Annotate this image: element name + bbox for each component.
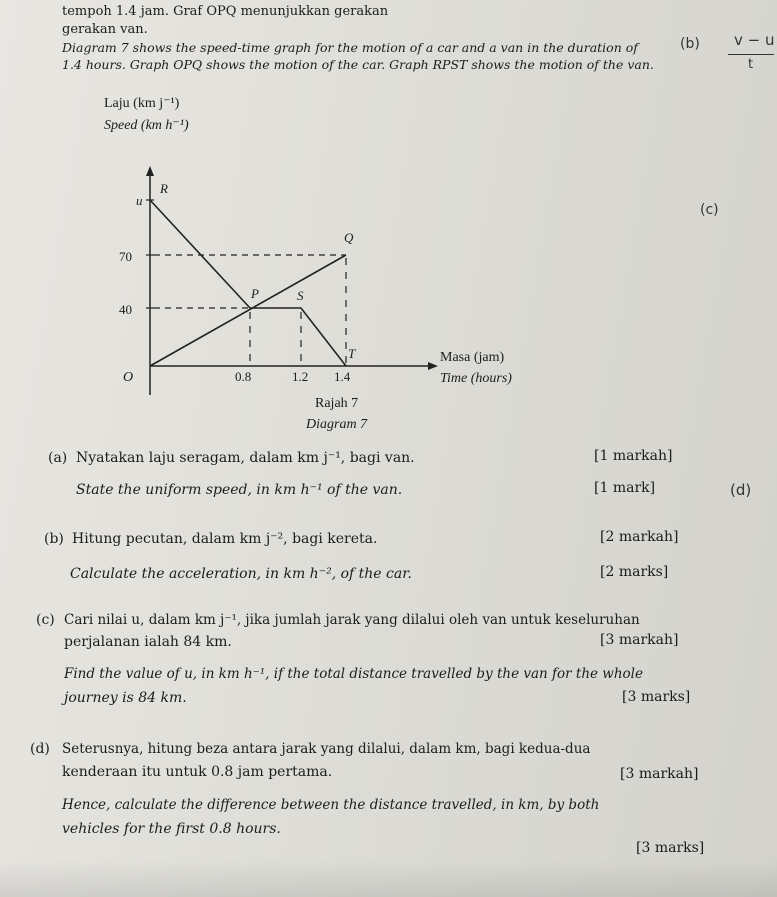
caption-english: Diagram 7 [306, 417, 368, 432]
question-c-malay-line-1: Cari nilai u, dalam km j⁻¹, jika jumlah jarak yang dilalui oleh van untuk keseluruhan [64, 612, 640, 628]
question-d-label: (d) [30, 741, 50, 757]
bottom-shadow [0, 860, 777, 897]
side-formula-denominator: t [748, 57, 754, 72]
side-label-b: (b) [680, 36, 700, 52]
question-a-english-marks: [1 mark] [594, 480, 656, 496]
question-d-malay-marks: [3 markah] [620, 766, 699, 782]
header-line-4: 1.4 hours. Graph OPQ shows the motion of the car. Graph RPST shows the motion of the van. [62, 57, 654, 72]
caption-malay: Rajah 7 [315, 396, 359, 411]
question-c-malay-line-2: perjalanan ialah 84 km. [64, 634, 232, 650]
y-tick-label-70: 70 [119, 249, 132, 264]
side-formula-numerator: v − u [734, 31, 775, 49]
question-c-malay-marks: [3 markah] [600, 632, 679, 648]
origin-label: O [123, 370, 134, 385]
question-c-label: (c) [36, 612, 55, 628]
y-axis-label-malay: Laju (km j⁻¹) [104, 96, 180, 111]
header-line-3: Diagram 7 shows the speed-time graph for the motion of a car and a van in the duration of [62, 40, 638, 55]
question-b-malay-marks: [2 markah] [600, 529, 679, 545]
question-d-english-line-1: Hence, calculate the difference between the distance travelled, in km, by both [62, 797, 600, 813]
side-label-d: (d) [730, 481, 752, 499]
question-d-english-line-2: vehicles for the first 0.8 hours. [62, 821, 281, 837]
x-tick-label-1-2: 1.2 [292, 369, 309, 384]
point-label-s: S [297, 288, 304, 303]
van-graph-rpst [150, 200, 346, 366]
question-a-malay-marks: [1 markah] [594, 448, 673, 464]
x-tick-label-1-4: 1.4 [334, 369, 351, 384]
side-label-c: (c) [700, 202, 719, 218]
y-tick-label-u: u [136, 193, 143, 208]
speed-time-graph [0, 0, 777, 440]
point-label-q: Q [344, 230, 354, 245]
y-axis-label-english: Speed (km h⁻¹) [104, 118, 189, 133]
question-c-english-marks: [3 marks] [622, 689, 691, 705]
x-axis-arrow [428, 362, 438, 370]
point-label-r: R [160, 181, 168, 196]
question-a-label: (a) [48, 450, 68, 466]
y-tick-label-40: 40 [119, 302, 132, 317]
question-a-malay: Nyatakan laju seragam, dalam km j⁻¹, bagi van. [76, 450, 415, 466]
header-line-1: tempoh 1.4 jam. Graf OPQ menunjukkan gerakan [62, 4, 389, 19]
question-d-malay-line-1: Seterusnya, hitung beza antara jarak yang dilalui, dalam km, bagi kedua-dua [62, 741, 591, 757]
point-label-p: P [251, 286, 259, 301]
header-line-2: gerakan van. [62, 22, 148, 37]
question-b-label: (b) [44, 531, 64, 547]
x-tick-label-0-8: 0.8 [235, 369, 252, 384]
question-b-english-marks: [2 marks] [600, 564, 669, 580]
question-b-english: Calculate the acceleration, in km h⁻², of the car. [70, 566, 412, 582]
question-b-malay: Hitung pecutan, dalam km j⁻², bagi kereta. [72, 531, 378, 547]
x-axis-label-malay: Masa (jam) [440, 350, 505, 365]
y-axis-arrow [146, 166, 154, 176]
question-d-malay-line-2: kenderaan itu untuk 0.8 jam pertama. [62, 764, 333, 780]
question-d-english-marks: [3 marks] [636, 840, 705, 856]
x-axis-label-english: Time (hours) [440, 371, 512, 386]
question-c-english-line-1: Find the value of u, in km h⁻¹, if the total distance travelled by the van for the whole [64, 666, 643, 682]
car-graph-opq [150, 255, 346, 366]
point-label-t: T [348, 346, 356, 361]
question-a-english: State the uniform speed, in km h⁻¹ of the van. [76, 482, 403, 498]
question-c-english-line-2: journey is 84 km. [64, 690, 187, 706]
